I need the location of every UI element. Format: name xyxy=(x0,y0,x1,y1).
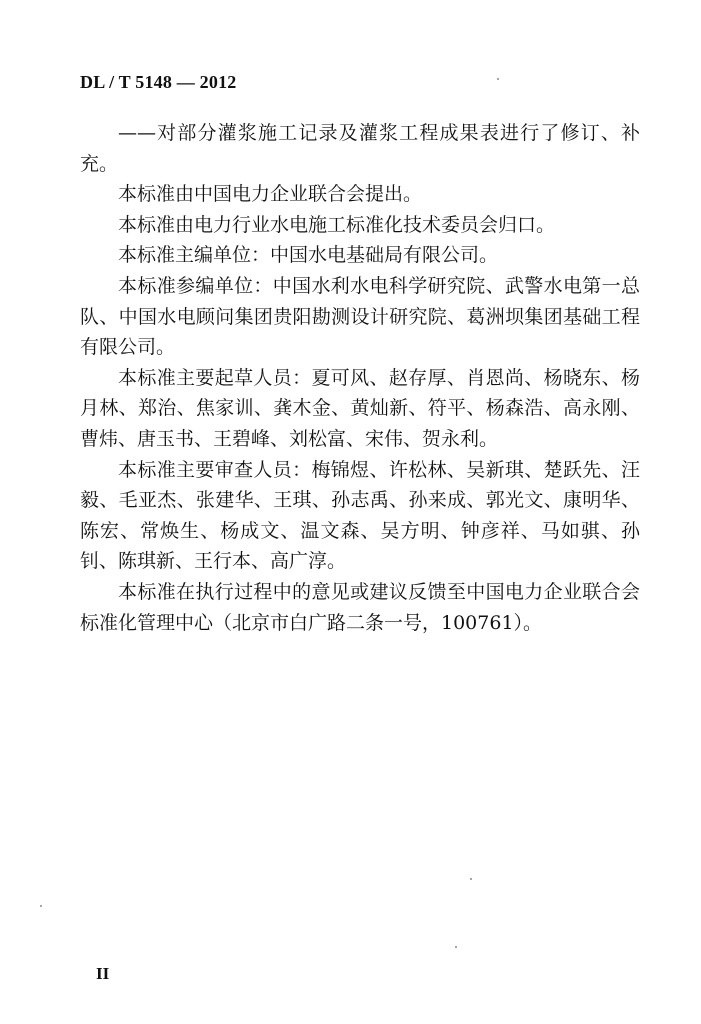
page-number: II xyxy=(96,964,110,983)
paragraph-revision-note: ——对部分灌浆施工记录及灌浆工程成果表进行了修订、补充。 xyxy=(80,122,640,175)
preface-body xyxy=(80,118,640,638)
scan-speck xyxy=(455,946,457,948)
scan-speck xyxy=(470,878,472,880)
paragraph-reviewers: 本标准主要审查人员：梅锦煜、许松林、吴新琪、楚跃先、汪毅、毛亚杰、张建华、王琪、孙志禹、孙来成、郭光文、康明华、陈宏、常焕生、杨成文、温文森、吴方明、钟彦祥、马如骐、孙钊、陈琪新、王行本、高广淳。 xyxy=(80,458,640,573)
scan-speck xyxy=(40,905,42,907)
scan-speck xyxy=(497,78,499,80)
paragraph-proposer: 本标准由中国电力企业联合会提出。 xyxy=(118,183,423,206)
paragraph-drafters: 本标准主要起草人员：夏可风、赵存厚、肖恩尚、杨晓东、杨月林、郑治、焦家训、龚木金、黄灿新、符平、杨森浩、高永刚、曹炜、唐玉书、王碧峰、刘松富、宋伟、贺永利。 xyxy=(80,366,640,450)
paragraph-chief-editor-unit: 本标准主编单位：中国水电基础局有限公司。 xyxy=(118,244,499,267)
paragraph-administrator: 本标准由电力行业水电施工标准化技术委员会归口。 xyxy=(118,213,556,236)
standard-code-header: DL / T 5148 — 2012 xyxy=(80,72,237,92)
paragraph-participating-units: 本标准参编单位：中国水利水电科学研究院、武警水电第一总队、中国水电顾问集团贵阳勘测设计研究院、葛洲坝集团基础工程有限公司。 xyxy=(80,274,640,359)
paragraph-feedback-address: 本标准在执行过程中的意见或建议反馈至中国电力企业联合会标准化管理中心（北京市白广路二条一号，100761）。 xyxy=(80,580,640,634)
